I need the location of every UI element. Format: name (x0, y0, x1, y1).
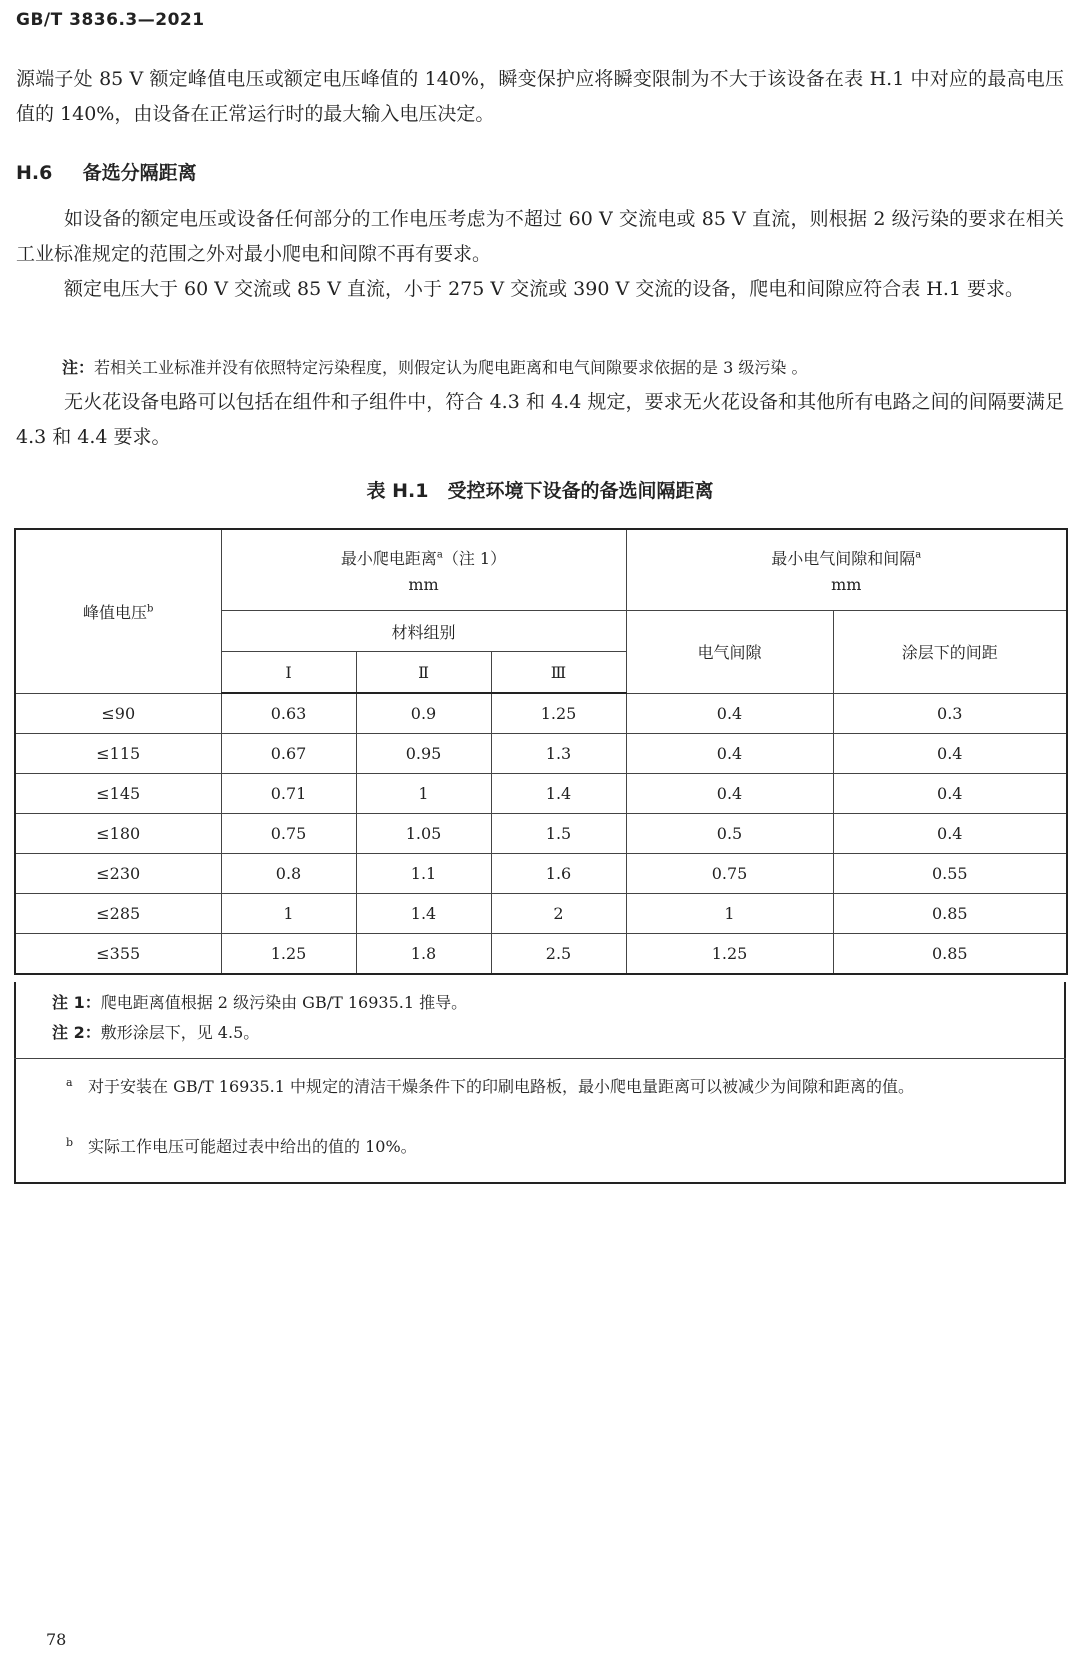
footnote-b-mark: b (66, 1136, 74, 1149)
section-heading (16, 158, 197, 185)
note-label: 注： (62, 358, 95, 377)
table-row: ≤285 1 1.4 2 1 0.85 (15, 894, 1067, 934)
table-row: ≤355 1.25 1.8 2.5 1.25 0.85 (15, 934, 1067, 975)
paragraph-transient-protection: 源端子处 85 V 额定峰值电压或额定电压峰值的 140%，瞬变保护应将瞬变限制为不大于该设备在表 H.1 中对应的最高电压值的 140%，由设备在正常运行时的最大输入电压决定。 (16, 68, 1064, 125)
header-coating-spacing: 涂层下的间距 (833, 611, 1067, 694)
pollution-note (62, 356, 1052, 380)
table-row: ≤115 0.67 0.95 1.3 0.4 0.4 (15, 734, 1067, 774)
page-number: 78 (46, 1630, 67, 1649)
paragraph-low-voltage: 如设备的额定电压或设备任何部分的工作电压考虑为不超过 60 V 交流电或 85 V 直流，则根据 2 级污染的要求在相关工业标准规定的范围之外对最小爬电和间隙不再有要求。 (16, 208, 1064, 265)
footnote-a: 对于安装在 GB/T 16935.1 中规定的清洁干燥条件下的印刷电路板，最小爬电量距离可以被减少为间隙和距离的值。 (88, 1077, 915, 1096)
table-row: ≤145 0.71 1 1.4 0.4 0.4 (15, 774, 1067, 814)
header-group-2: Ⅱ (356, 652, 491, 694)
header-group-3: Ⅲ (491, 652, 626, 694)
notes-divider (14, 1058, 1066, 1059)
table-row: ≤180 0.75 1.05 1.5 0.5 0.4 (15, 814, 1067, 854)
table-row: ≤230 0.8 1.1 1.6 0.75 0.55 (15, 854, 1067, 894)
header-air-clearance: 电气间隙 (626, 611, 833, 694)
note-body: 若相关工业标准并没有依照特定污染程度，则假定认为爬电距离和电气间隙要求依据的是 3 级污染 。 (94, 358, 808, 377)
section-title: 备选分隔距离 (82, 162, 197, 184)
paragraph-rated-voltage: 额定电压大于 60 V 交流或 85 V 直流，小于 275 V 交流或 390 V 交流的设备，爬电和间隙应符合表 H.1 要求。 (64, 278, 1025, 300)
header-min-creepage: 最小爬电距离$^a$（注 1） mm (221, 529, 626, 611)
header-group-1: Ⅰ (221, 652, 356, 694)
table-note-2: 注 2：敷形涂层下，见 4.5。 (52, 1023, 260, 1042)
footnote-a-mark: a (66, 1076, 73, 1089)
footnote-b: 实际工作电压可能超过表中给出的值的 10%。 (88, 1137, 417, 1156)
table-row: ≤90 0.63 0.9 1.25 0.4 0.3 (15, 693, 1067, 734)
document-code-header: GB/T 3836.3—2021 (16, 10, 205, 30)
header-material-group: 材料组别 (221, 611, 626, 652)
paragraph-non-sparking: 无火花设备电路可以包括在组件和子组件中，符合 4.3 和 4.4 规定，要求无火花设备和其他所有电路之间的间隔要满足 4.3 和 4.4 要求。 (16, 391, 1064, 448)
section-number: H.6 (16, 162, 53, 184)
separation-distance-table (14, 528, 1068, 975)
header-peak-voltage: 峰值电压$^b$ (15, 529, 221, 693)
table-note-1: 注 1：爬电距离值根据 2 级污染由 GB/T 16935.1 推导。 (52, 993, 468, 1012)
table-caption: 表 H.1 受控环境下设备的备选间隔距离 (366, 480, 714, 502)
header-min-clearance: 最小电气间隙和间隔$^a$ mm (626, 529, 1067, 611)
